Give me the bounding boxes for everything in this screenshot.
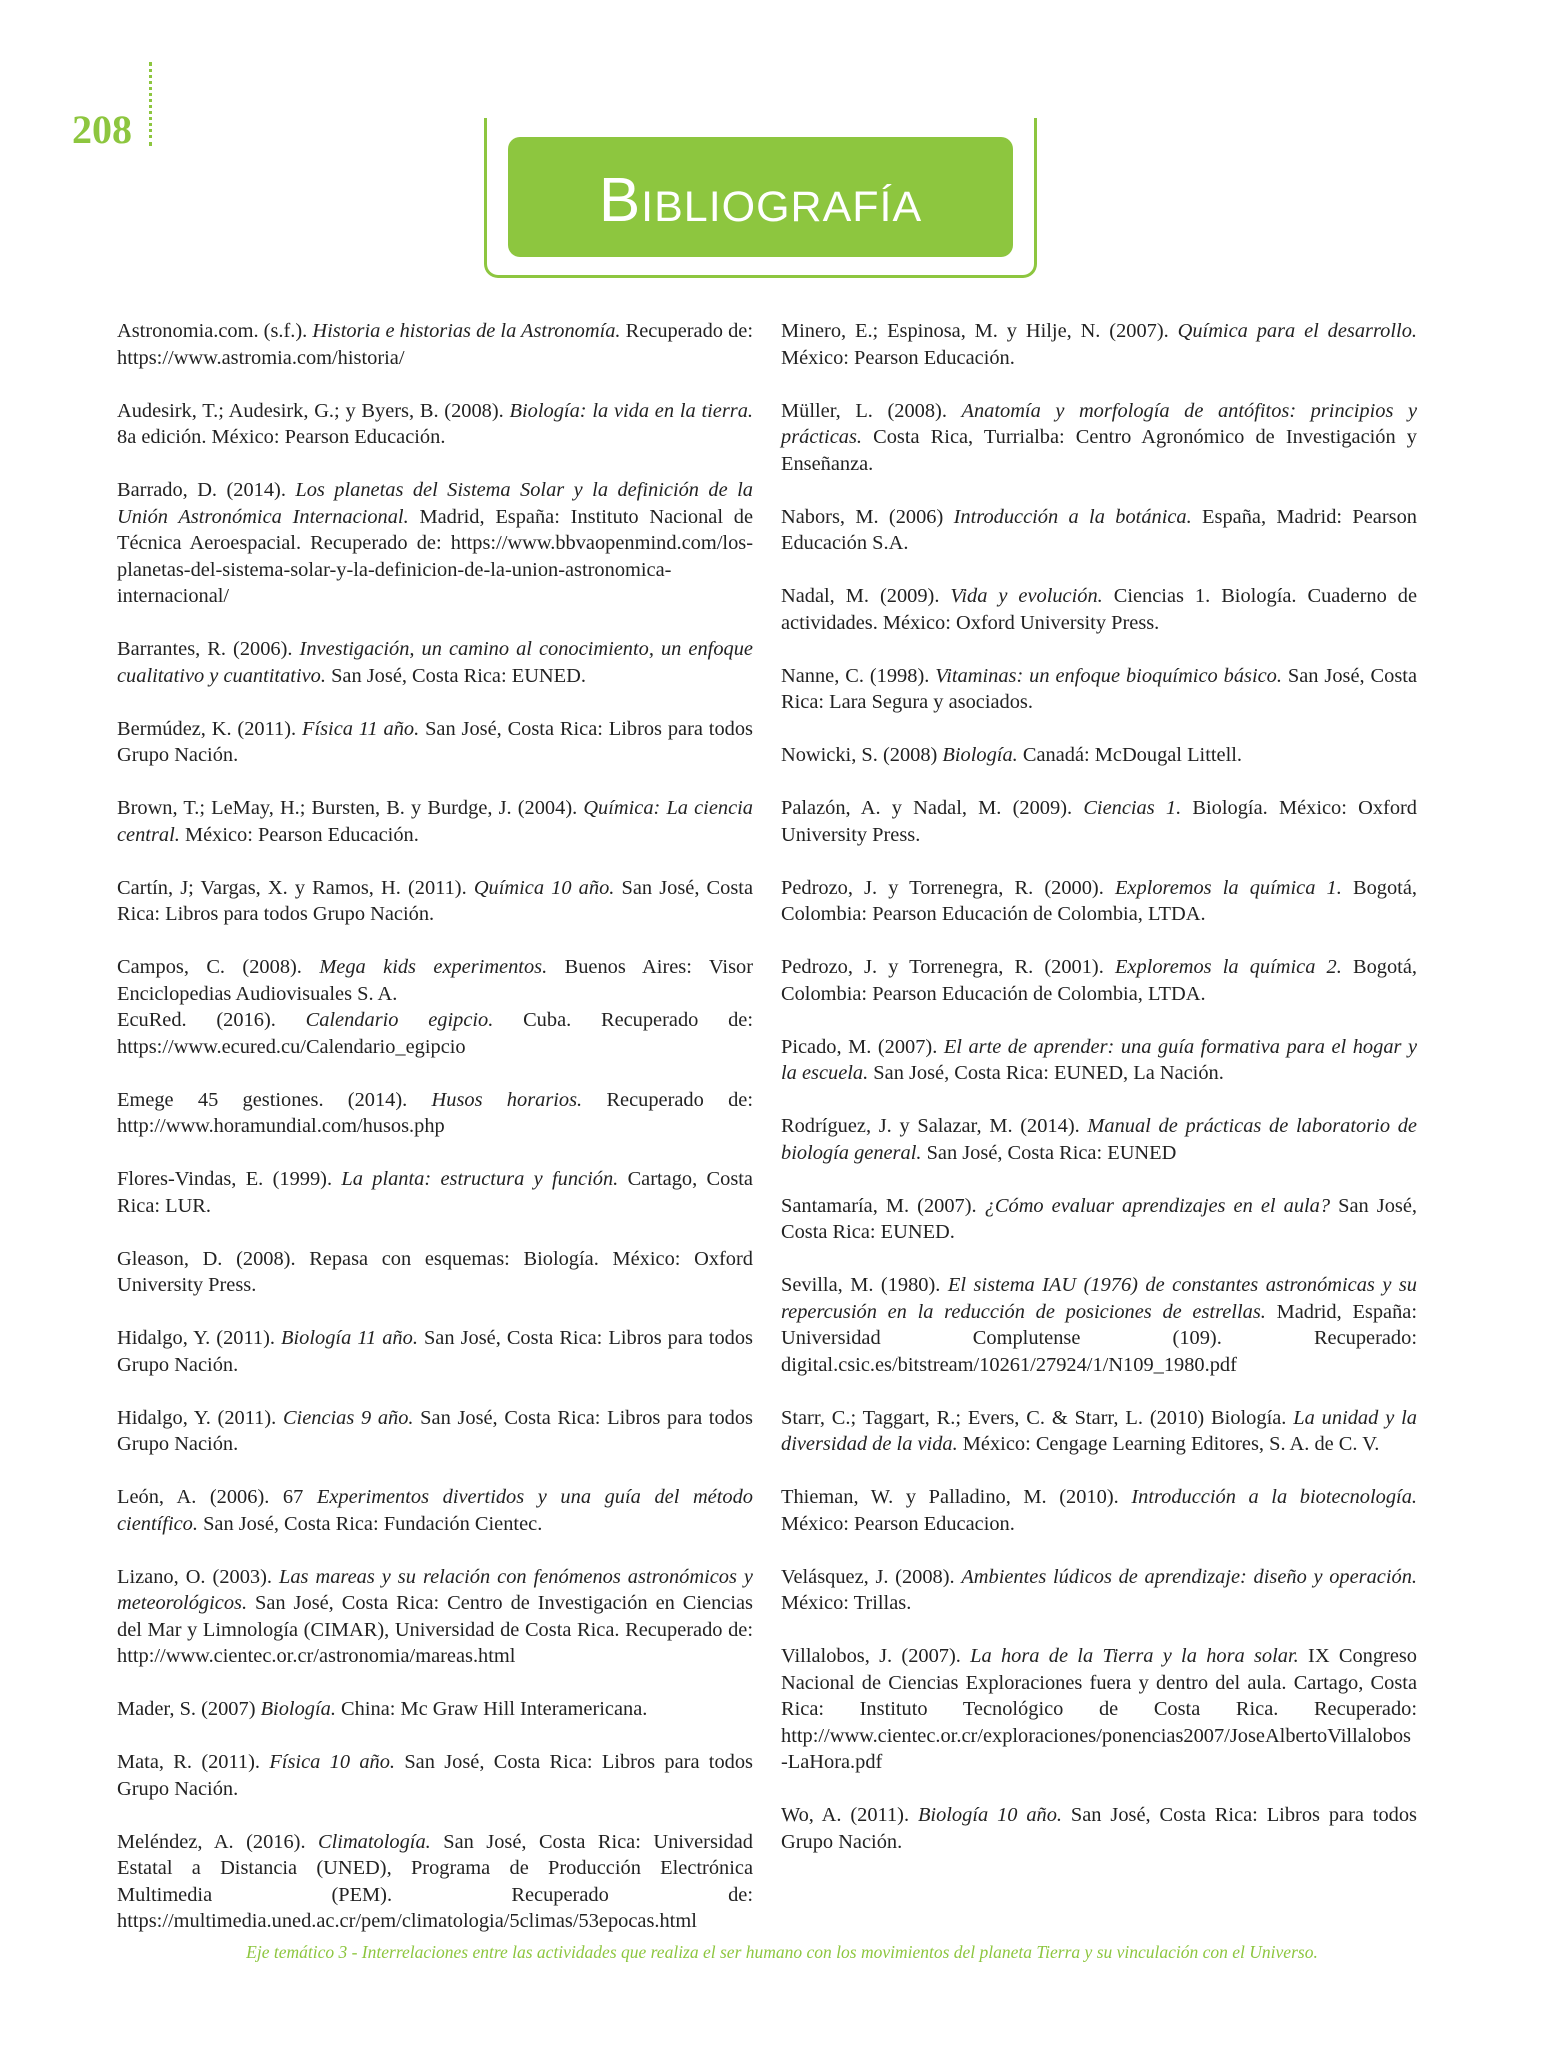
bibliography-entry [781, 663, 1417, 716]
entry-title: La planta: estructura y función. [341, 1168, 619, 1190]
entry-title: ¿Cómo evaluar aprendizajes en el aula? [984, 1194, 1331, 1217]
page-number: 208 [72, 107, 132, 152]
bibliography-entry [117, 795, 753, 848]
entry-publisher: Cuba. Recuperado de: https://www.ecured.cu/Calendario_egipcio [117, 1009, 753, 1058]
bibliography-entry [781, 1272, 1417, 1378]
bibliography-entry [117, 1484, 753, 1537]
entry-title: Física 11 año. [301, 717, 420, 740]
page-title: Bibliografía [598, 165, 923, 235]
entry-author: Brown, T.; LeMay, H.; Bursten, B. y Burdge, J. (2004). [117, 797, 584, 819]
entry-publisher: Recuperado de: http://www.horamundial.com/husos.php [117, 1088, 754, 1137]
entry-publisher: San José, Costa Rica: Fundación Cientec. [197, 1512, 543, 1535]
entry-author: Wo, A. (2011). [781, 1804, 918, 1826]
entry-title: Biología 11 año. [281, 1327, 418, 1349]
entry-author: Nadal, M. (2009). [781, 585, 951, 607]
bibliography-entry [781, 1193, 1417, 1246]
entry-title: Vitaminas: un enfoque bioquímico básico. [935, 664, 1282, 687]
entry-title: Ciencias 9 año. [282, 1406, 414, 1429]
entry-publisher: San José, Costa Rica: EUNED. [325, 664, 586, 687]
entry-author: Palazón, A. y Nadal, M. (2009). [781, 797, 1084, 819]
title-banner [508, 137, 1013, 257]
bibliography-entry [117, 1166, 753, 1219]
entry-publisher: San José, Costa Rica: EUNED, La Nación. [868, 1062, 1224, 1084]
entry-publisher: Madrid, España: Universidad Complutense (109). Recuperado: digital.csic.es/bitstream/10261/27924/1/N109_1980.pdf [781, 1300, 1417, 1376]
entry-publisher: San José, Costa Rica: Centro de Investigación en Ciencias del Mar y Limnología (CIMAR), Universidad de Costa Rica. Recuperado de: http://www.cientec.or.cr/astronomia/mareas.html [117, 1592, 753, 1667]
entry-title: Exploremos la química 2. [1114, 956, 1342, 978]
entry-author: Emege 45 gestiones. (2014). [117, 1088, 432, 1111]
entry-author: León, A. (2006). 67 [117, 1486, 317, 1508]
bibliography-entry [781, 1034, 1417, 1087]
entry-publisher: San José, Costa Rica: EUNED. [781, 1194, 1418, 1243]
entry-publisher: Ciencias 1. Biología. Cuaderno de actividades. México: Oxford University Press. [781, 585, 1417, 634]
entry-title: Experimentos divertidos y una guía del método científico. [117, 1486, 753, 1535]
entry-author: Rodríguez, J. y Salazar, M. (2014). [781, 1115, 1088, 1137]
bibliography-entry [117, 318, 753, 371]
entry-title: Biología: la vida en la tierra. [509, 399, 753, 422]
entry-author: Nabors, M. (2006) [781, 505, 954, 528]
entry-author: Velásquez, J. (2008). [781, 1565, 962, 1588]
entry-publisher: 8a edición. México: Pearson Educación. [117, 426, 446, 448]
entry-author: Cartín, J; Vargas, X. y Ramos, H. (2011). [117, 876, 474, 899]
entry-author: Mata, R. (2011). [117, 1751, 270, 1773]
entry-publisher: Bogotá, Colombia: Pearson Educación de Colombia, LTDA. [781, 956, 1417, 1005]
entry-title: Ambientes lúdicos de aprendizaje: diseño y operación. [961, 1565, 1417, 1588]
bibliography-entry [117, 398, 753, 451]
entry-publisher: San José, Costa Rica: Libros para todos Grupo Nación. [117, 717, 753, 766]
entry-publisher: San José, Costa Rica: Libros para todos Grupo Nación. [117, 1751, 753, 1800]
entry-publisher: España, Madrid: Pearson Educación S.A. [781, 505, 1417, 554]
entry-title: El arte de aprender: una guía formativa para el hogar y la escuela. [781, 1035, 1418, 1084]
entry-publisher: Canadá: McDougal Littell. [1017, 744, 1243, 766]
bibliography-entry [781, 1113, 1417, 1166]
entry-title: La hora de la Tierra y la hora solar. [970, 1645, 1299, 1667]
entry-title: El sistema IAU (1976) de constantes astronómicas y su repercusión en la reducción de posiciones de estrellas. [781, 1274, 1417, 1323]
entry-author: Santamaría, M. (2007). [781, 1194, 985, 1217]
entry-title: Anatomía y morfología de antófitos: principios y prácticas. [781, 399, 1417, 448]
entry-publisher: San José, Costa Rica: EUNED [921, 1141, 1177, 1164]
entry-publisher: Bogotá, Colombia: Pearson Educación de Colombia, LTDA. [781, 876, 1417, 925]
entry-author: Nanne, C. (1998). [781, 664, 936, 687]
bibliography-entry [117, 1007, 753, 1060]
entry-publisher: San José, Costa Rica: Universidad Estatal a Distancia (UNED), Programa de Producción Electrónica Multimedia (PEM). Recuperado de: https://multimedia.uned.ac.cr/pem/climatologia/5climas/53epocas.html [117, 1830, 754, 1932]
entry-author: Lizano, O. (2003). [117, 1565, 279, 1588]
entry-title: Introducción a la biotecnología. [1131, 1486, 1418, 1508]
entry-author: Hidalgo, Y. (2011). [117, 1406, 283, 1429]
bibliography-entry [117, 1564, 753, 1670]
entry-publisher: México: Pearson Educación. [781, 346, 1015, 369]
entry-author: Picado, M. (2007). [781, 1035, 944, 1058]
entry-publisher: San José, Costa Rica: Libros para todos Grupo Nación. [781, 1804, 1417, 1853]
entry-title: Historia e historias de la Astronomía. [312, 320, 621, 342]
entry-publisher: México: Pearson Educación. [179, 823, 419, 846]
entry-author: Hidalgo, Y. (2011). [117, 1327, 282, 1349]
entry-author: Barrado, D. (2014). [117, 479, 296, 501]
bibliography-entry [781, 742, 1417, 769]
entry-publisher: San José, Costa Rica: Lara Segura y asociados. [781, 664, 1417, 713]
entry-author: Villalobos, J. (2007). [781, 1645, 971, 1667]
entry-title: Química 10 año. [473, 876, 615, 899]
bibliography-entry [117, 1829, 753, 1935]
entry-publisher: Recuperado de: https://www.astromia.com/historia/ [117, 320, 754, 369]
bibliography-entry [781, 1484, 1417, 1537]
entry-author: EcuRed. (2016). [117, 1009, 306, 1031]
entry-title: Química: La ciencia central. [117, 797, 753, 846]
entry-author: Mader, S. (2007) [117, 1698, 261, 1720]
entry-author: Meléndez, A. (2016). [117, 1830, 319, 1853]
entry-author: Pedrozo, J. y Torrenegra, R. (2001). [781, 956, 1115, 978]
entry-publisher: México: Trillas. [781, 1592, 912, 1614]
entry-publisher: IX Congreso Nacional de Ciencias Exploraciones fuera y dentro del aula. Cartago, Costa Rica: Instituto Tecnológico de Costa Rica. Recuperado: http://www.cientec.or.cr/exploraciones/ponencias2007/JoseAlbertoVillalobos-LaHora.pdf [781, 1645, 1417, 1773]
bibliography-column-left [117, 318, 753, 1961]
bibliography-entry [781, 504, 1417, 557]
entry-title: Ciencias 1. [1083, 797, 1182, 819]
entry-author: Campos, C. (2008). [117, 956, 320, 978]
entry-author: Barrantes, R. (2006). [117, 638, 300, 660]
entry-title: Los planetas del Sistema Solar y la definición de la Unión Astronómica Internacional. [117, 479, 753, 528]
bibliography-entry [117, 636, 753, 689]
bibliography-entry [117, 954, 753, 1007]
entry-author: Astronomia.com. (s.f.). [117, 320, 313, 342]
entry-publisher: San José, Costa Rica: Libros para todos Grupo Nación. [117, 876, 754, 925]
entry-title: Química para el desarrollo. [1177, 320, 1417, 342]
entry-publisher: San José, Costa Rica: Libros para todos Grupo Nación. [117, 1327, 753, 1376]
bibliography-entry [117, 716, 753, 769]
entry-title: Física 10 año. [269, 1751, 396, 1773]
entry-author: Audesirk, T.; Audesirk, G.; y Byers, B. (2008). [117, 399, 510, 422]
entry-title: Vida y evolución. [950, 585, 1103, 607]
bibliography-entry [117, 1696, 753, 1723]
entry-author: Pedrozo, J. y Torrenegra, R. (2000). [781, 876, 1115, 899]
bibliography-entry [117, 1749, 753, 1802]
entry-title: Introducción a la botánica. [953, 505, 1192, 528]
entry-author: Bermúdez, K. (2011). [117, 717, 302, 740]
bibliography-entry [781, 583, 1417, 636]
entry-publisher: Madrid, España: Instituto Nacional de Técnica Aeroespacial. Recuperado de: https://www.bbvaopenmind.com/los-planetas-del-sistema-solar-y-la-definicion-de-la-union-astronomica-internacional/ [117, 505, 753, 607]
bibliography-entry [781, 1564, 1417, 1617]
entry-title: Investigación, un camino al conocimiento, un enfoque cualitativo y cuantitativo. [117, 638, 753, 687]
bibliography-entry [117, 875, 753, 928]
bibliography-entry [781, 795, 1417, 848]
entry-title: Biología 10 año. [917, 1804, 1063, 1826]
entry-publisher: Buenos Aires: Visor Enciclopedias Audiovisuales S. A. [117, 956, 754, 1005]
entry-title: Calendario egipcio. [305, 1009, 494, 1031]
entry-publisher: Costa Rica, Turrialba: Centro Agronómico de Investigación y Enseñanza. [781, 426, 1417, 475]
entry-publisher: México: Cengage Learning Editores, S. A. de C. V. [957, 1433, 1380, 1455]
header-dotted-rule [149, 62, 152, 146]
entry-author: Müller, L. (2008). [781, 399, 962, 422]
entry-publisher: Biología. México: Oxford University Press. [781, 797, 1418, 846]
entry-publisher: China: Mc Graw Hill Interamericana. [335, 1698, 648, 1720]
bibliography-column-right [781, 318, 1417, 1882]
page-footer: Eje temático 3 - Interrelaciones entre las actividades que realiza el ser humano con los movimientos del planeta Tierra y su vinculación con el Universo. [246, 1942, 1318, 1962]
entry-author: Nowicki, S. (2008) [781, 744, 943, 766]
entry-author: Gleason, D. (2008). Repasa con esquemas: Biología. México: Oxford University Press. [117, 1247, 753, 1296]
entry-author: Starr, C.; Taggart, R.; Evers, C. & Starr, L. (2010) Biología. [781, 1406, 1294, 1429]
entry-title: Las mareas y su relación con fenómenos astronómicos y meteorológicos. [117, 1565, 753, 1614]
entry-author: Thieman, W. y Palladino, M. (2010). [781, 1486, 1132, 1508]
entry-title: La unidad y la diversidad de la vida. [781, 1406, 1417, 1455]
entry-title: Exploremos la química 1. [1114, 876, 1342, 899]
entry-title: Biología. [942, 744, 1018, 766]
entry-publisher: San José, Costa Rica: Libros para todos Grupo Nación. [117, 1406, 753, 1455]
entry-title: Biología. [260, 1698, 336, 1720]
bibliography-entry [117, 1087, 753, 1140]
entry-title: Mega kids experimentos. [319, 956, 548, 978]
bibliography-entry [781, 1643, 1417, 1776]
bibliography-entry [117, 1405, 753, 1458]
entry-title: Climatología. [318, 1830, 431, 1853]
entry-author: Minero, E.; Espinosa, M. y Hilje, N. (2007). [781, 320, 1178, 342]
bibliography-entry [781, 875, 1417, 928]
entry-title: Manual de prácticas de laboratorio de biología general. [781, 1115, 1417, 1164]
bibliography-entry [781, 1802, 1417, 1855]
entry-author: Flores-Vindas, E. (1999). [117, 1168, 342, 1190]
bibliography-entry [117, 477, 753, 610]
bibliography-entry [117, 1325, 753, 1378]
entry-publisher: Cartago, Costa Rica: LUR. [117, 1168, 753, 1217]
bibliography-entry [781, 954, 1417, 1007]
entry-publisher: México: Pearson Educacion. [781, 1512, 1015, 1535]
entry-title: Husos horarios. [431, 1088, 583, 1111]
bibliography-entry [781, 398, 1417, 478]
entry-author: Sevilla, M. (1980). [781, 1274, 948, 1296]
bibliography-entry [117, 1246, 753, 1299]
bibliography-entry [781, 318, 1417, 371]
bibliography-entry [781, 1405, 1417, 1458]
